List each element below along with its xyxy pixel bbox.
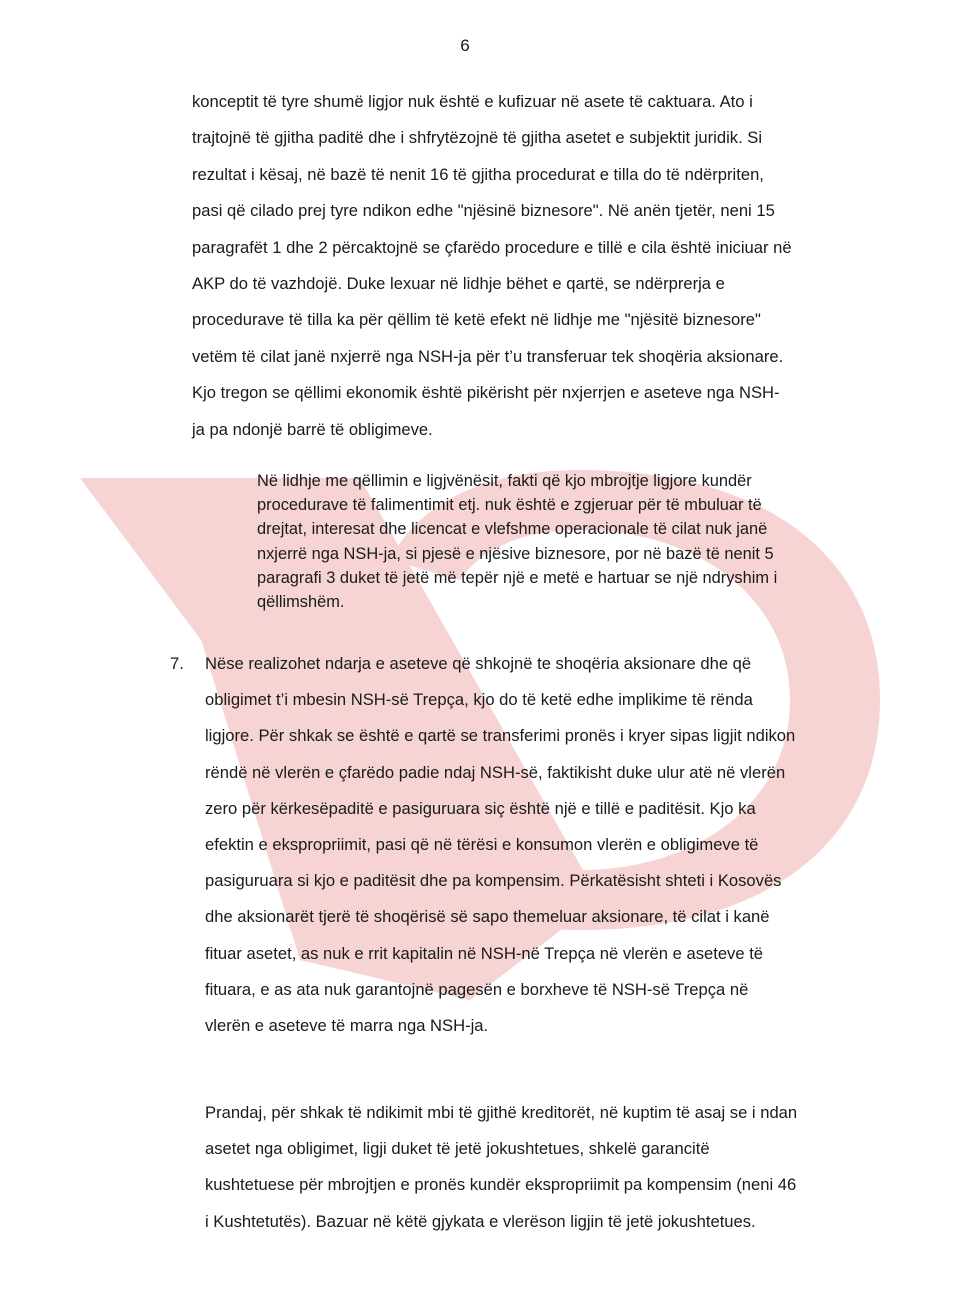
paragraph-conclusion: Prandaj, për shkak të ndikimit mbi të gjithë kreditorët, në kuptim të asaj se i ndan asetet nga obligimet, ligji duket të jetë jokushtetues, shkelë garancitë kushtetuese për mbrojtjen e pronës kundër ekspropriimit pa kompensim (neni 46 i Kushtetutës). Bazuar në këtë gjykata e vlerëson ligjin të jetë jokushtetues. bbox=[205, 1103, 798, 1231]
list-item-number: 7. bbox=[170, 654, 184, 673]
paragraph-1: konceptit të tyre shumë ligjor nuk është e kufizuar në asete të caktuara. Ato i trajtojnë të gjitha paditë dhe i shfrytëzojnë të gjitha asetet e subjektit juridik. Si rezultat i kësaj, në bazë të nenit 16 të gjitha procedurat e tilla do të ndërpriten, pasi që cilado prej tyre ndikon edhe "njësinë biznesore". Në anën tjetër, neni 15 paragrafët 1 dhe 2 përcaktojnë se çfarëdo procedure e tillë e cila është iniciuar në AKP do të vazhdojë. Duke lexuar në lidhje bëhet e qartë, se ndërprerja e procedurave të tilla ka për qëllim të ketë efekt në lidhje me "njësitë biznesore" vetëm të cilat janë nxjerrë nga NSH-ja për t’u transferuar tek shoqëria aksionare. Kjo tregon se qëllimi ekonomik është pikërisht për nxjerrjen e aseteve nga NSH-ja pa ndonjë barrë të obligimeve. bbox=[192, 92, 792, 439]
page-number: 6 bbox=[460, 36, 470, 55]
paragraph-7: Nëse realizohet ndarja e aseteve që shkojnë te shoqëria aksionare dhe që obligimet t’i mbesin NSH-së Trepça, kjo do të ketë edhe implikime të rënda ligjore. Për shkak se është e qartë se transferimi pronës i kryer sipas ligjit ndikon rëndë në vlerën e çfarëdo padie ndaj NSH-së, faktikisht duke ulur atë në vlerën zero për kërkesëpaditë e pasiguruara siç është një e tillë e paditësit. Kjo ka efektin e ekspropriimit, pasi që në tërësi e konsumon vlerën e obligimeve të pasiguruara si kjo e paditësit dhe pa kompensim. Përkatësisht shteti i Kosovës dhe aksionarët tjerë të shoqërisë së sapo themeluar aksionare, të cilat i kanë fituar asetet, as nuk e rrit kapitalin në NSH-në Trepça në vlerën e aseteve të fituara, e as ata nuk garantojnë pagesën e borxheve të NSH-së Trepça në vlerën e aseteve të marra nga NSH-ja. bbox=[205, 654, 796, 1036]
block-quote: Në lidhje me qëllimin e ligjvënësit, fakti që kjo mbrojtje ligjore kundër procedurave të falimentimit etj. nuk është e zgjeruar për të mbuluar të drejtat, interesat dhe licencat e vlefshme operacionale të cilat nuk janë nxjerrë nga NSH-ja, si pjesë e njësive biznesore, por në bazë të nenit 5 paragrafi 3 duket të jetë më tepër një e metë e hartuar se një ndryshim i qëllimshëm. bbox=[257, 472, 778, 612]
